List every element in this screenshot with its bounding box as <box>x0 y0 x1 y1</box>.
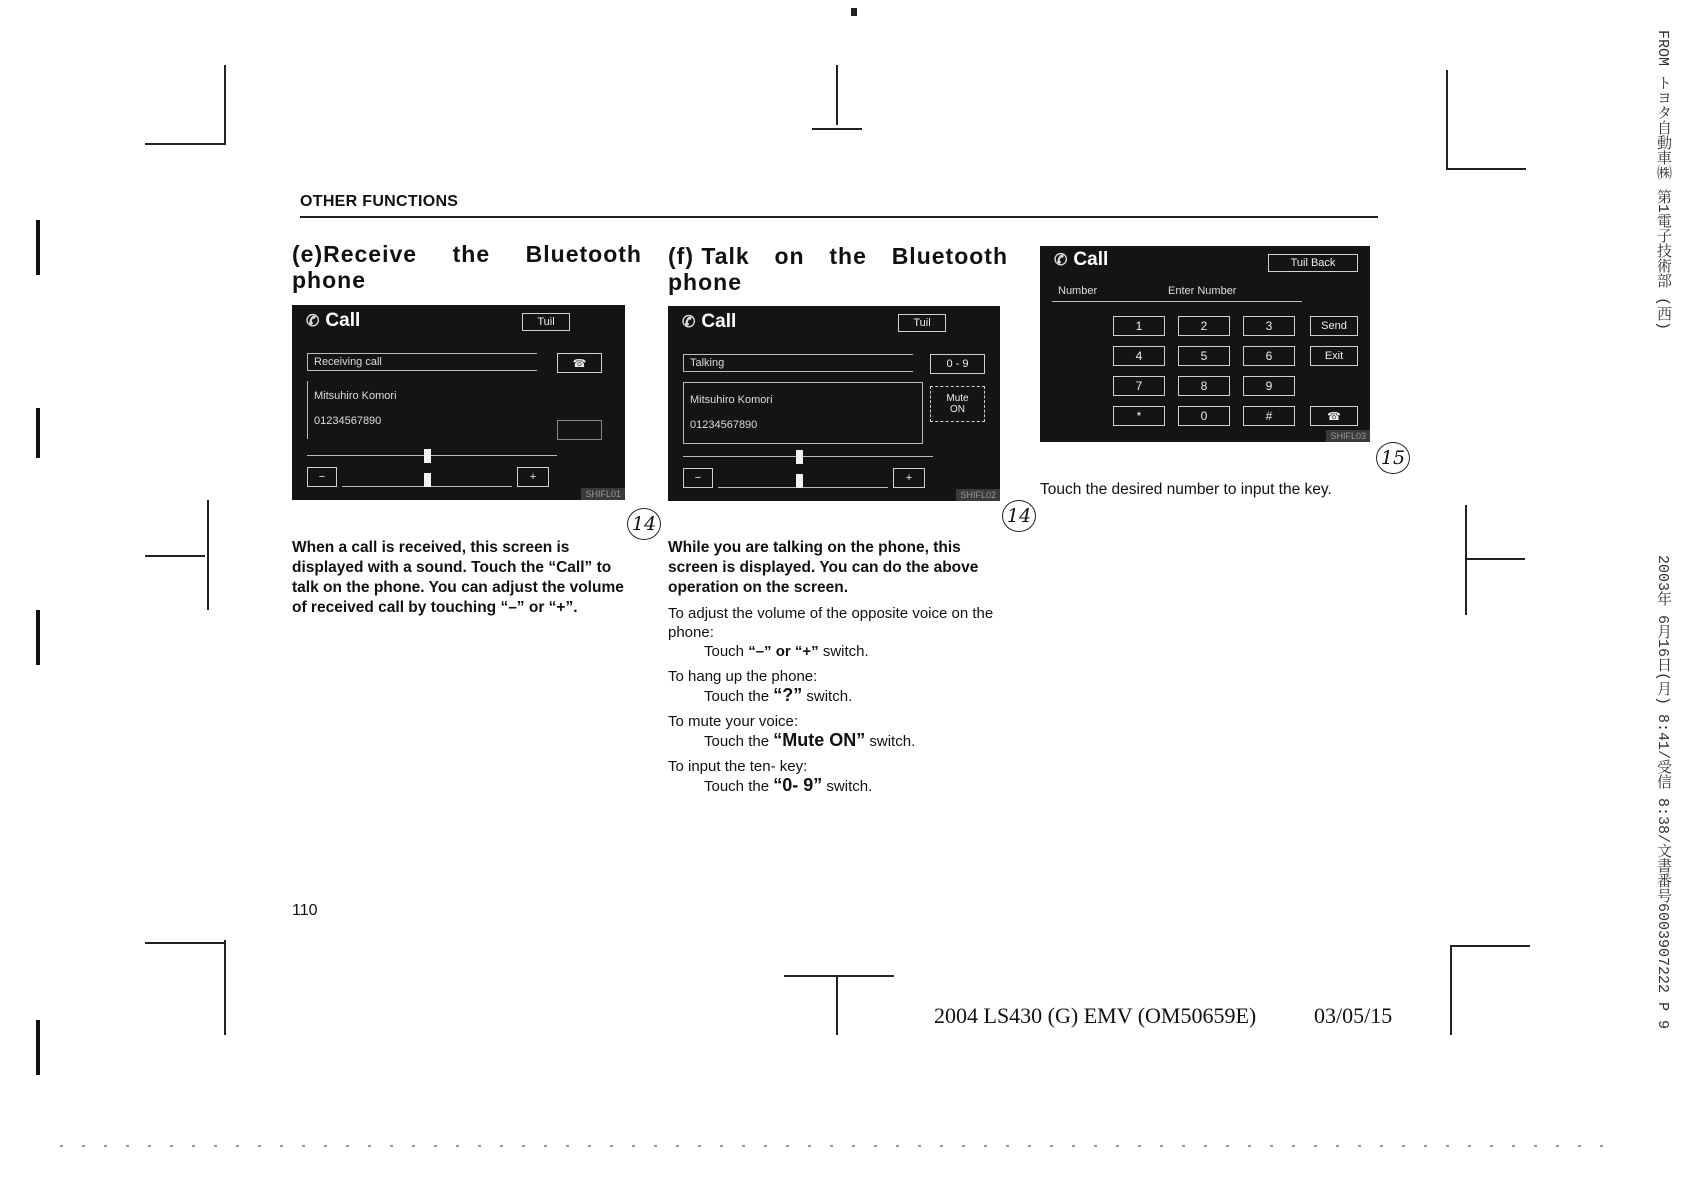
volume-knob[interactable] <box>796 474 803 488</box>
instruction-volume <box>668 604 1018 661</box>
status-text: Receiving call <box>314 356 382 368</box>
exit-label: Exit <box>1324 350 1344 362</box>
instruction-key: “?” <box>773 685 803 705</box>
instruction-lead: To adjust the volume of the opposite voice on the phone: <box>668 605 994 641</box>
volume-minus-button[interactable] <box>683 468 713 488</box>
send-label: Send <box>1321 320 1347 332</box>
screen-title <box>306 310 360 332</box>
heading-receive <box>292 241 642 293</box>
volume-indicator <box>424 449 431 463</box>
receive-description: When a call is received, this screen is displayed with a sound. Touch the “Call” to talk on the phone. You can adjust the volume of received call by touching “–” or “+”. <box>292 539 624 616</box>
instruction-key: “0- 9” <box>773 775 823 795</box>
screen-code: SHIFL03 <box>1326 430 1370 442</box>
key-7[interactable]: 7 <box>1113 376 1165 396</box>
status-field <box>683 354 913 372</box>
key-3[interactable]: 3 <box>1243 316 1295 336</box>
footer-model: 2004 LS430 (G) EMV (OM50659E) <box>934 1003 1257 1028</box>
tuil-button[interactable] <box>898 314 946 332</box>
phone-icon: ✆ <box>682 314 696 331</box>
fax-header-top: FROM トヨタ自動車㈱ 第1電子技術部 (西) <box>1654 30 1671 331</box>
key-5[interactable]: 5 <box>1178 346 1230 366</box>
fax-header-bottom: 2003年 6月16日(月) 8:41/受信 8:38/文書番号6003907222 P 9 <box>1654 555 1671 1030</box>
caller-info <box>307 381 565 439</box>
instruction-key: “–” or “+” <box>748 643 819 660</box>
instruction-lead: To input the ten- key: <box>668 758 808 775</box>
heading-word: Bluetooth <box>525 241 642 267</box>
volume-plus-button[interactable] <box>517 467 549 487</box>
volume-track <box>307 455 557 456</box>
enter-number-placeholder: Enter Number <box>1168 285 1237 297</box>
page-number: 110 <box>292 902 318 919</box>
send-button[interactable] <box>1310 316 1358 336</box>
screen-code: SHIFL01 <box>581 488 625 500</box>
tuil-button[interactable] <box>522 313 570 331</box>
instruction-lead: To mute your voice: <box>668 713 799 730</box>
caller-number: 01234567890 <box>314 415 382 427</box>
section-title: OTHER FUNCTIONS <box>300 193 459 210</box>
hang-up-icon: ☎ <box>1327 410 1341 423</box>
status-text: Talking <box>690 357 725 369</box>
screen-title-text: Call <box>325 310 361 331</box>
instruction-ten-key <box>668 757 1018 796</box>
scan-dotted-line <box>60 1145 1620 1147</box>
screen-code: SHIFL02 <box>956 489 1000 501</box>
instruction-post: switch. <box>869 733 916 750</box>
marker-14: 14 <box>627 508 661 540</box>
phone-icon: ✆ <box>1054 252 1068 269</box>
ten-key-caption: Touch the desired number to input the key. <box>1040 481 1332 498</box>
plus-label: + <box>905 472 913 484</box>
instruction-key: “Mute ON” <box>773 730 866 750</box>
phone-icon: ✆ <box>306 313 320 330</box>
heading-word: the <box>829 243 867 269</box>
instruction-pre: Touch the <box>704 733 770 750</box>
key-0[interactable]: 0 <box>1178 406 1230 426</box>
key-9[interactable]: 9 <box>1243 376 1295 396</box>
plus-label: + <box>529 471 537 483</box>
instruction-post: switch. <box>822 643 869 660</box>
volume-knob[interactable] <box>424 473 431 487</box>
receiving-call-screen <box>292 305 625 500</box>
volume-bar <box>718 487 888 488</box>
talk-instructions <box>668 604 1018 796</box>
heading-word: (f) Talk <box>668 243 750 269</box>
marker-14: 14 <box>1002 500 1036 532</box>
heading-line2: phone <box>668 269 742 295</box>
heading-word: the <box>452 241 491 267</box>
caller-name: Mitsuhiro Komori <box>690 394 773 406</box>
volume-track <box>683 456 933 457</box>
key-6[interactable]: 6 <box>1243 346 1295 366</box>
tuil-label: Tuil <box>537 316 555 328</box>
volume-indicator <box>796 450 803 464</box>
hang-up-icon: ☎ <box>572 357 587 370</box>
key-4[interactable]: 4 <box>1113 346 1165 366</box>
mute-label: Mute ON <box>946 393 969 415</box>
heading-word: (e)Receive <box>292 241 418 267</box>
instruction-mute <box>668 712 1018 751</box>
key-hash[interactable]: # <box>1243 406 1295 426</box>
instruction-lead: To hang up the phone: <box>668 668 818 685</box>
volume-plus-button[interactable] <box>893 468 925 488</box>
header-rule <box>300 216 1378 218</box>
tuil-back-button[interactable] <box>1268 254 1358 272</box>
footer-date: 03/05/15 <box>1314 1003 1393 1028</box>
screen-title-text: Call <box>1073 249 1109 270</box>
heading-word: Bluetooth <box>891 243 1008 269</box>
blank-button[interactable] <box>557 420 602 440</box>
instruction-post: switch. <box>806 688 853 705</box>
heading-line2: phone <box>292 267 366 293</box>
instruction-post: switch. <box>826 778 873 795</box>
key-1[interactable]: 1 <box>1113 316 1165 336</box>
instruction-hang-up <box>668 667 1018 706</box>
minus-label: − <box>318 471 326 483</box>
caller-number: 01234567890 <box>690 419 758 431</box>
status-field <box>307 353 537 371</box>
number-label: Number <box>1058 285 1098 297</box>
heading-talk <box>668 243 1008 295</box>
hang-up-button[interactable] <box>557 353 602 373</box>
instruction-pre: Touch <box>704 643 745 660</box>
key-8[interactable]: 8 <box>1178 376 1230 396</box>
caller-name: Mitsuhiro Komori <box>314 390 397 402</box>
mute-on-button[interactable] <box>930 386 985 422</box>
talking-screen <box>668 306 1000 501</box>
hang-up-button[interactable] <box>1310 406 1358 426</box>
ten-key-screen <box>1040 246 1370 442</box>
ten-key-button[interactable] <box>930 354 985 374</box>
tuil-label: Tuil <box>913 317 931 329</box>
key-star[interactable]: * <box>1113 406 1165 426</box>
heading-word: on <box>774 243 805 269</box>
screen-title <box>1054 249 1108 271</box>
marker-15: 15 <box>1376 442 1410 474</box>
instruction-pre: Touch the <box>704 778 770 795</box>
volume-minus-button[interactable] <box>307 467 337 487</box>
screen-title <box>682 311 736 333</box>
minus-label: − <box>694 472 702 484</box>
instruction-pre: Touch the <box>704 688 770 705</box>
talk-description: While you are talking on the phone, this screen is displayed. You can do the above operation on the screen. <box>668 539 979 596</box>
key-2[interactable]: 2 <box>1178 316 1230 336</box>
screen-title-text: Call <box>701 311 737 332</box>
caller-info <box>683 382 923 444</box>
ten-key-label: 0 - 9 <box>946 358 969 370</box>
exit-button[interactable] <box>1310 346 1358 366</box>
tuil-back-label: Tuil Back <box>1290 257 1336 269</box>
